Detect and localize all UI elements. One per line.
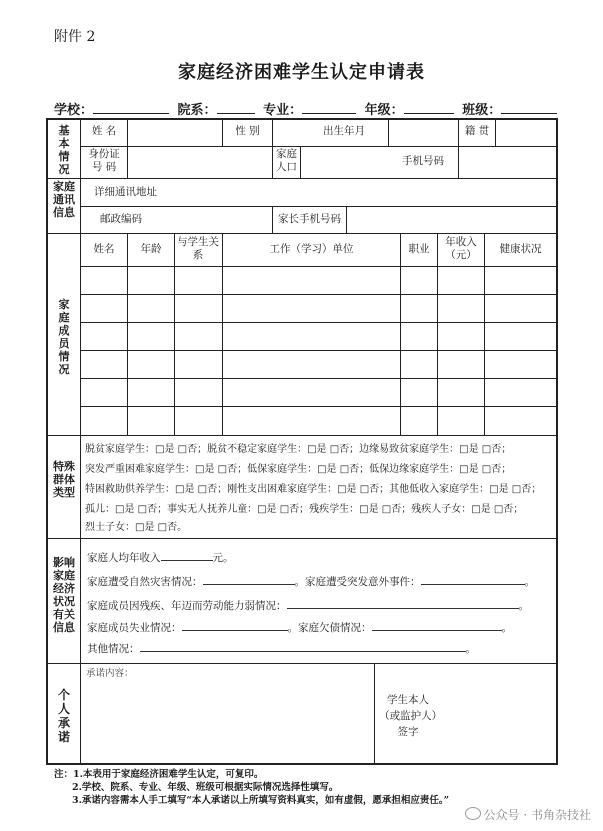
member-header-occupation: 职业 <box>408 243 430 255</box>
household-label: 家庭 人口 <box>276 148 297 173</box>
attachment-label: 附件 2 <box>54 29 96 45</box>
member-header-relation: 与学生关系 <box>177 236 219 261</box>
promise-section-label: 个人承诺 <box>57 688 70 744</box>
school-blank[interactable] <box>93 101 169 114</box>
name-label: 姓 名 <box>91 125 117 137</box>
id-label: 身份证 号 码 <box>88 148 120 173</box>
department-blank[interactable] <box>217 101 255 114</box>
income-line: 家庭人均年收入 元。 <box>87 552 234 564</box>
phone-label: 手机号码 <box>402 155 444 167</box>
income-blank[interactable] <box>161 550 213 561</box>
major-blank[interactable] <box>302 101 356 114</box>
members-section-label: 家庭成员情况 <box>58 298 70 376</box>
department-label: 院系： <box>177 103 217 118</box>
disaster-blank[interactable] <box>203 574 295 585</box>
basic-section-label: 基本情况 <box>58 124 70 176</box>
debt-blank[interactable] <box>372 620 502 631</box>
parent-phone-label: 家长手机号码 <box>278 213 341 225</box>
postcode-label: 邮政编码 <box>100 213 142 225</box>
special-line[interactable]: 孤儿：□是 □否；事实无人抚养儿童：□是 □否；残疾学生：□是 □否；残疾人子女：□是 □否； <box>85 504 524 515</box>
disaster-line: 家庭遭受自然灾害情况： 。家庭遭受突发意外事件： 。 <box>87 576 535 588</box>
school-label: 学校： <box>54 103 94 118</box>
other-line: 其他情况： 。 <box>87 643 476 655</box>
class-blank[interactable] <box>501 101 557 114</box>
origin-label: 籍 贯 <box>464 125 490 137</box>
grade-label: 年级： <box>364 103 404 118</box>
member-header-employer: 工作（学习）单位 <box>269 243 354 255</box>
illness-blank[interactable] <box>287 598 519 609</box>
unemployment-blank[interactable] <box>182 620 288 631</box>
address-label: 详细通讯地址 <box>94 186 157 198</box>
header-fields <box>54 99 564 118</box>
member-header-income: 年收入（元） <box>445 236 477 261</box>
watermark: 公众号 · 书角杂技社 <box>465 806 591 823</box>
special-line[interactable]: 特困救助供养学生：□是 □否；刚性支出困难家庭学生：□是 □否；其他低收入家庭学生：□是 □否； <box>85 484 542 495</box>
accident-blank[interactable] <box>421 574 525 585</box>
grade-blank[interactable] <box>404 101 454 114</box>
economy-section-label: 影响家庭经济状况有关信息 <box>53 556 75 634</box>
special-line[interactable]: 脱贫家庭学生：□是 □否；脱贫不稳定家庭学生：□是 □否；边缘易致贫家庭学生：□是 □否； <box>85 444 512 455</box>
note-3: 3.承诺内容需本人手工填写“本人承诺以上所填写资料真实，如有虚假，愿承担相应责任。” <box>72 795 450 806</box>
member-header-name: 姓名 <box>93 243 115 255</box>
class-label: 班级： <box>462 103 502 118</box>
signer-label: 学生本人（或监护人）签字 <box>379 694 437 738</box>
promise-content-label: 承诺内容： <box>86 668 134 679</box>
note-2: 2.学校、院系、专业、年级、班级可根据实际情况选择性填写。 <box>72 782 339 793</box>
wechat-icon <box>465 807 481 820</box>
illness-line: 家庭成员因残疾、年迈而劳动能力弱情况： 。 <box>87 600 529 612</box>
signature-area[interactable] <box>440 666 554 762</box>
member-header-age: 年龄 <box>140 243 162 255</box>
major-label: 专业： <box>263 103 303 118</box>
member-header-health: 健康状况 <box>499 243 542 255</box>
form-title: 家庭经济困难学生认定申请表 <box>178 62 425 83</box>
special-line[interactable]: 烈士子女：□是 □否。 <box>85 522 188 533</box>
birth-label: 出生年月 <box>323 125 365 137</box>
unemployment-line: 家庭成员失业情况： 。家庭欠债情况： 。 <box>87 622 512 634</box>
promise-content-area[interactable] <box>82 680 372 762</box>
contact-section-label: 家庭通讯信息 <box>53 180 75 219</box>
other-blank[interactable] <box>140 641 466 652</box>
special-section-label: 特殊群体类型 <box>53 460 75 499</box>
special-line[interactable]: 突发严重困难家庭学生：□是 □否；低保家庭学生：□是 □否；低保边缘家庭学生：□是 □否； <box>85 464 512 475</box>
note-1: 注：1.本表用于家庭经济困难学生认定，可复印。 <box>54 769 264 780</box>
gender-label: 性 别 <box>235 125 260 137</box>
